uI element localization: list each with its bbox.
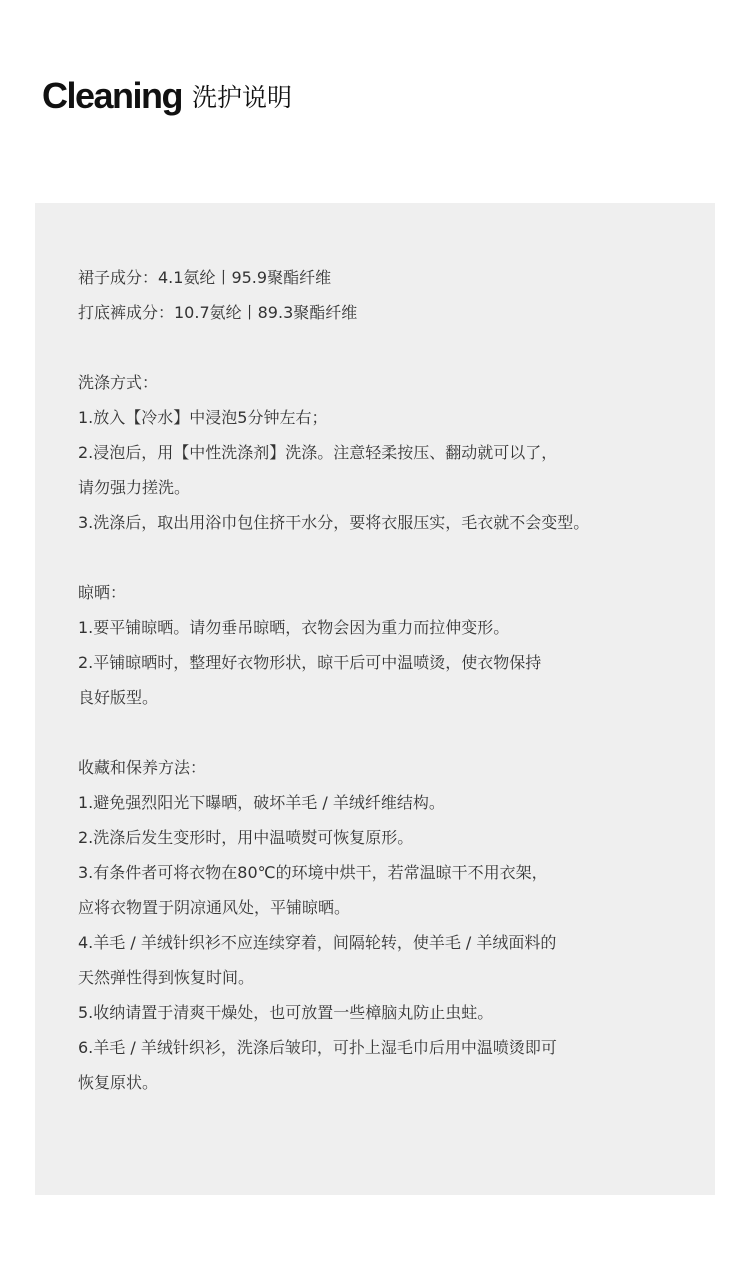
care-instructions-panel (35, 203, 715, 1195)
washing-line: 1.放入【冷水】中浸泡5分钟左右； (78, 408, 328, 427)
storage-line: 恢复原状。 (78, 1073, 159, 1092)
care-instructions-content (78, 260, 695, 1100)
drying-line: 1.要平铺晾晒。请勿垂吊晾晒，衣物会因为重力而拉伸变形。 (78, 618, 510, 637)
composition-section (78, 260, 695, 330)
storage-line: 2.洗涤后发生变形时，用中温喷熨可恢复原形。 (78, 828, 414, 847)
storage-line: 1.避免强烈阳光下曝晒，破坏羊毛 / 羊绒纤维结构。 (78, 793, 445, 812)
storage-line: 4.羊毛 / 羊绒针织衫不应连续穿着，间隔轮转，使羊毛 / 羊绒面料的 (78, 933, 557, 952)
page-header (42, 72, 292, 120)
storage-section (78, 750, 695, 1100)
storage-line: 5.收纳请置于清爽干燥处，也可放置一些樟脑丸防止虫蛀。 (78, 1003, 494, 1022)
skirt-composition: 裙子成分：4.1氨纶丨95.9聚酯纤维 (78, 268, 332, 287)
storage-line: 应将衣物置于阴凉通风处，平铺晾晒。 (78, 898, 351, 917)
title-chinese: 洗护说明 (192, 83, 293, 112)
leggings-composition: 打底裤成分：10.7氨纶丨89.3聚酯纤维 (78, 303, 358, 322)
storage-line: 3.有条件者可将衣物在80℃的环境中烘干，若常温晾干不用衣架， (78, 863, 548, 882)
washing-line: 2.浸泡后，用【中性洗涤剂】洗涤。注意轻柔按压、翻动就可以了， (78, 443, 558, 462)
washing-line: 3.洗涤后，取出用浴巾包住挤干水分，要将衣服压实，毛衣就不会变型。 (78, 513, 590, 532)
drying-line: 良好版型。 (78, 688, 159, 707)
storage-line: 天然弹性得到恢复时间。 (78, 968, 255, 987)
drying-section (78, 575, 695, 715)
title-english: Cleaning (42, 75, 183, 116)
washing-section (78, 365, 695, 540)
washing-heading: 洗涤方式： (78, 373, 159, 392)
drying-line: 2.平铺晾晒时，整理好衣物形状，晾干后可中温喷烫，使衣物保持 (78, 653, 542, 672)
storage-heading: 收藏和保养方法： (78, 758, 207, 777)
drying-heading: 晾晒： (78, 583, 127, 602)
washing-line: 请勿强力搓洗。 (78, 478, 191, 497)
storage-line: 6.羊毛 / 羊绒针织衫，洗涤后皱印，可扑上湿毛巾后用中温喷烫即可 (78, 1038, 557, 1057)
